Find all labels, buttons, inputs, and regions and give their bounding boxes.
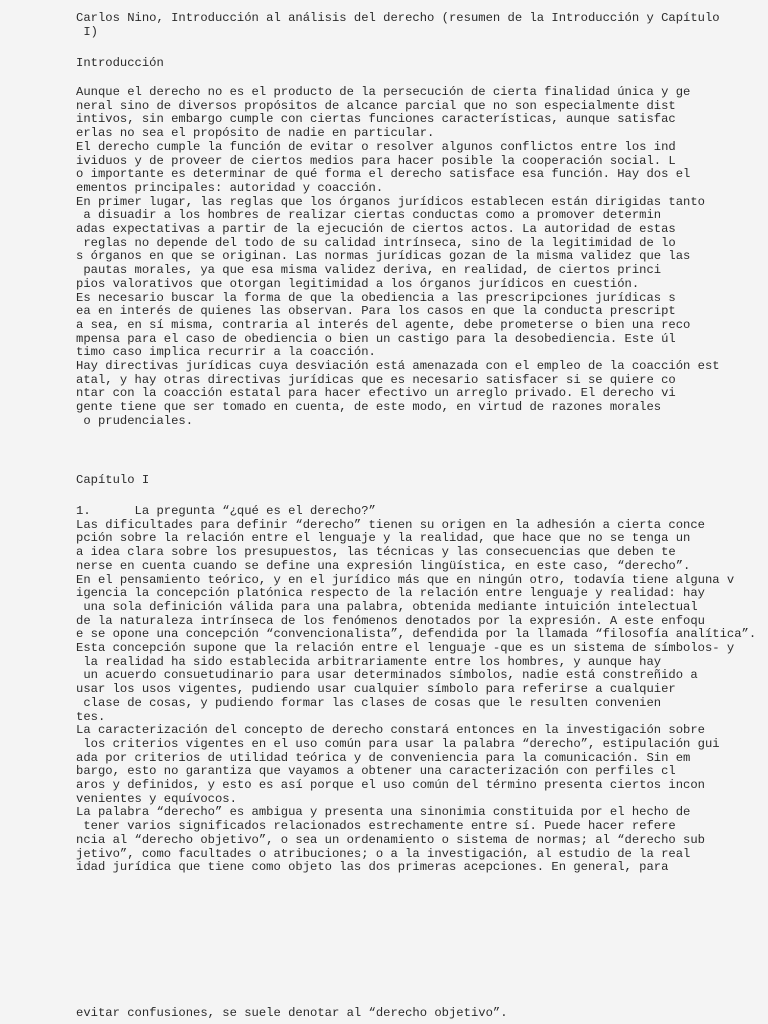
introduccion-text: Aunque el derecho no es el producto de la persecución de cierta finalidad única y ge neral sino de diversos propósitos de alcance parcial que no son especialmente dist intivos, sin embargo cumple con ciertas funciones características, aunque satisfac erlas no sea el propósito de nadie en particular. El derecho cumple la función de evitar o resolver algunos conflictos entre los ind ividuos y de proveer de ciertos medios para hacer posible la cooperación social. L o importante es determinar de qué forma el derecho satisface esa función. Hay dos el ementos principales: autoridad y coacción. En primer lugar, las reglas que los órganos jurídicos establecen están dirigidas tanto a disuadir a los hombres de realizar ciertas conductas como a promover determin adas expectativas a partir de la ejecución de ciertos actos. La autoridad de estas reglas no depende del todo de su calidad intrínseca, sino de la legitimidad de lo s órganos en que se originan. Las normas jurídicas gozan de la misma validez que las pautas morales, ya que esa misma validez deriva, en realidad, de ciertos princi pios valorativos que otorgan legitimidad a los órganos jurídicos en cuestión. Es necesario buscar la forma de que la obediencia a las prescripciones jurídicas s ea en interés de quienes las observan. Para los casos en que la conducta prescript a sea, en sí misma, contraria al interés del agente, debe prometerse o bien una reco mpensa para el caso de obediencia o bien un castigo para la desobediencia. Este úl timo caso implica recurrir a la coacción. Hay directivas jurídicas cuya desviación está amenazada con el empleo de la coacción est atal, y hay otras directivas jurídicas que es necesario satisfacer si se quiere co ntar con la coacción estatal para hacer efectivo un arreglo privado. El derecho vi gente tiene que ser tomado en cuenta, de este modo, en virtud de razones morales o prudenciales.: [76, 85, 720, 428]
section-heading-capitulo-i: Capítulo I: [76, 473, 150, 487]
continuation-line: evitar confusiones, se suele denotar al “derecho objetivo”.: [76, 1006, 508, 1020]
section-heading-introduccion: Introducción: [76, 56, 164, 70]
capitulo-i-text: 1. La pregunta “¿qué es el derecho?” Las dificultades para definir “derecho” tienen su origen en la adhesión a cierta conce pción sobre la relación entre el lenguaje y la realidad, que hace que no se tenga un a idea clara sobre los presupuestos, las técnicas y las consecuencias que deben te nerse en cuenta cuando se define una expresión lingüística, en este caso, “derecho”. En el pensamiento teórico, y en el jurídico más que en ningún otro, todavía tiene alguna v igencia la concepción platónica respecto de la relación entre lenguaje y realidad: hay una sola definición válida para una palabra, obtenida mediante intuición intelectual de la naturaleza intrínseca de los fenómenos denotados por la expresión. A este enfoqu e se opone una concepción “convencionalista”, defendida por la llamada “filosofía analítica”. Esta concepción supone que la relación entre el lenguaje -que es un sistema de símbolos- y la realidad ha sido establecida arbitrariamente entre los hombres, y aunque hay un acuerdo consuetudinario para usar determinados símbolos, nadie está constreñido a usar los usos vigentes, pudiendo usar cualquier símbolo para referirse a cualquier clase de cosas, y pudiendo formar las clases de cosas que le resulten convenien tes. La caracterización del concepto de derecho constará entonces en la investigación sobre los criterios vigentes en el uso común para usar la palabra “derecho”, estipulación gui ada por criterios de utilidad teórica y de conveniencia para la comunicación. Sin em bargo, esto no garantiza que vayamos a obtener una caracterización con perfiles cl aros y definidos, y esto es así porque el uso común del término presenta ciertos incon venientes y equívocos. La palabra “derecho” es ambigua y presenta una sinonimia constituida por el hecho de tener varios significados relacionados estrechamente entre sí. Puede hacer refere ncia al “derecho objetivo”, o sea un ordenamiento o sistema de normas; al “derecho sub jetivo”, como facultades o atribuciones; o a la investigación, al estudio de la real idad jurídica que tiene como objeto las dos primeras acepciones. En general, para: [76, 504, 757, 875]
document-title: Carlos Nino, Introducción al análisis del derecho (resumen de la Introducción y Capítulo I): [76, 11, 720, 39]
